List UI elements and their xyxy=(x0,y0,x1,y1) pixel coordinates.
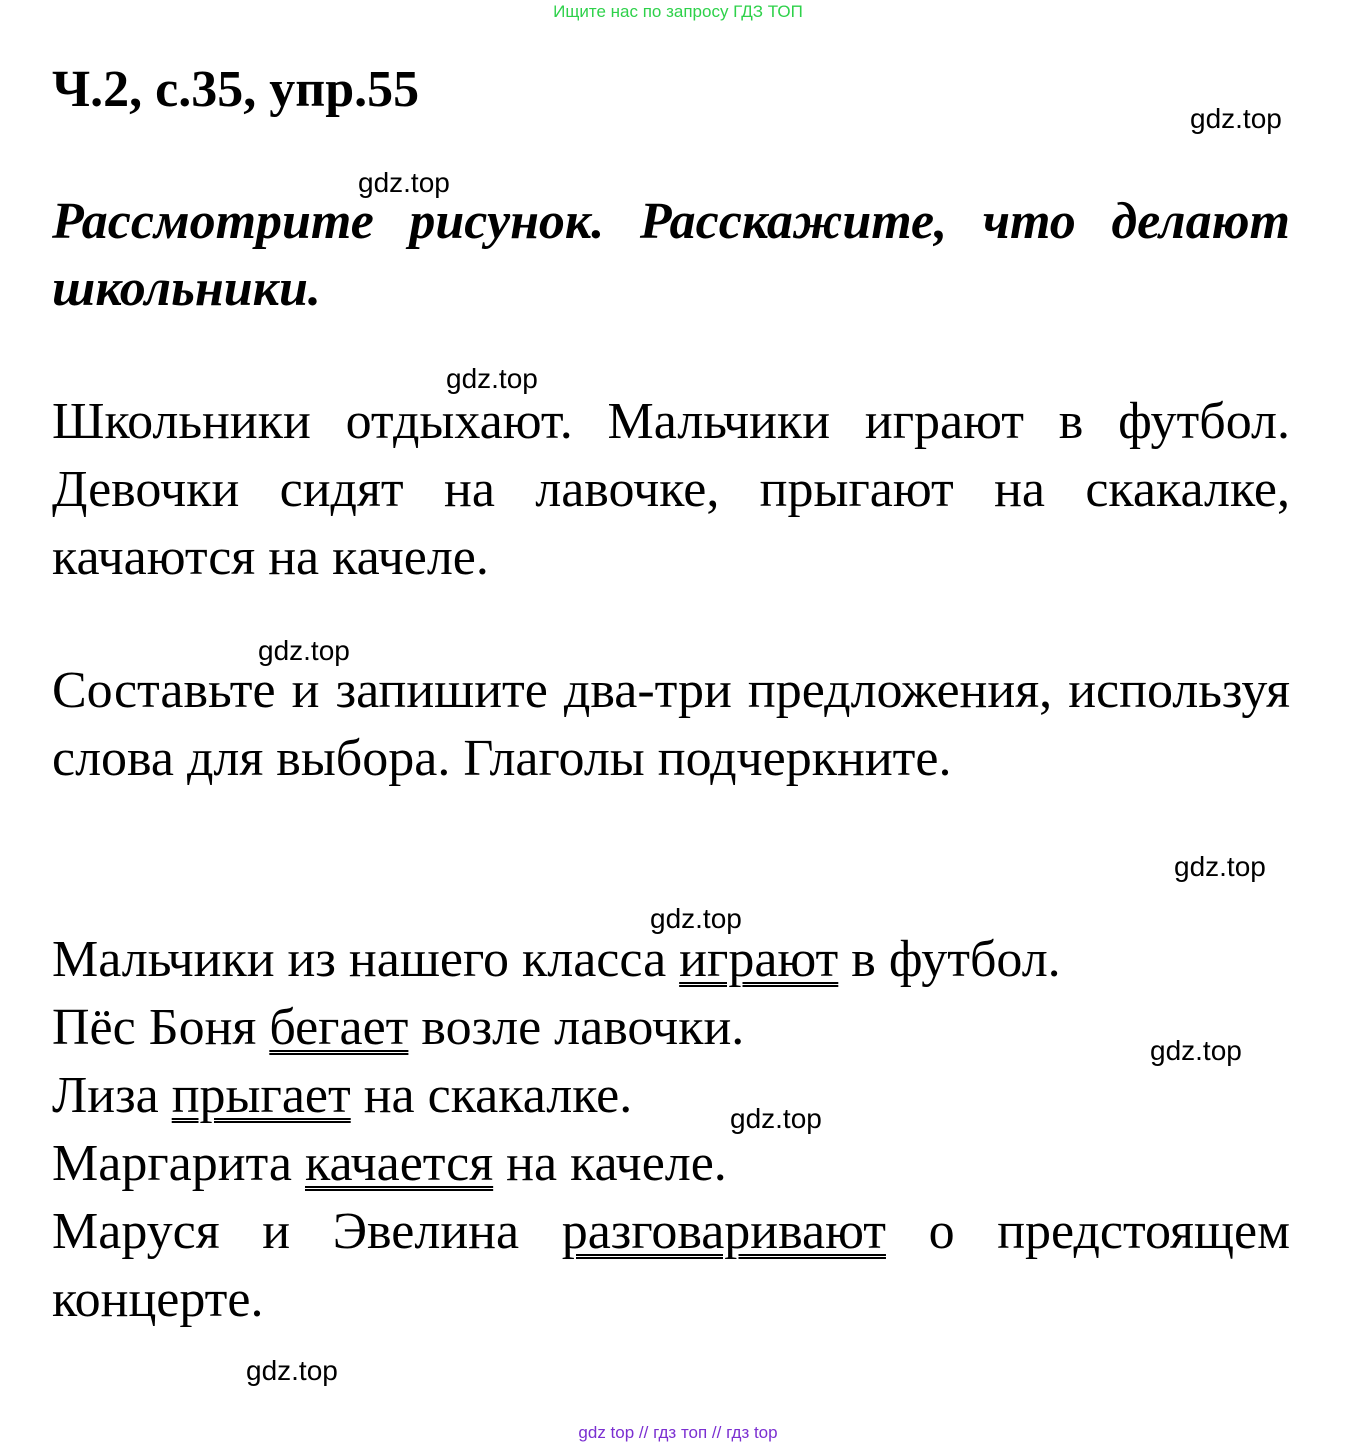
underlined-verb: разговаривают xyxy=(561,1203,886,1260)
sentence-text: Пёс Боня xyxy=(52,999,270,1056)
underlined-verb: прыгает xyxy=(171,1067,351,1124)
watermark: gdz.top xyxy=(246,1355,338,1386)
watermark: gdz.top xyxy=(1190,103,1282,134)
sentence-text: на скакалке. xyxy=(350,1067,633,1124)
sentence-5-continuation xyxy=(52,1266,263,1334)
sentence-3 xyxy=(52,1062,632,1130)
underlined-verb: играют xyxy=(679,931,839,988)
answer-paragraph-1: Школьники отдыхают. Мальчики играют в футбол. Девочки сидят на лавочке, прыгают на скакалке, качаются на качеле. xyxy=(52,393,1290,586)
footer-links[interactable]: gdz top // гдз топ // гдз top xyxy=(578,1423,778,1442)
sentence-text: Мальчики из нашего класса xyxy=(52,931,680,988)
task-instruction-2: Составьте и запишите два-три предложения, используя слова для выбора. Глаголы подчеркните. xyxy=(52,662,1290,787)
watermark: gdz.top xyxy=(1174,851,1266,882)
sentence-1 xyxy=(52,926,1061,994)
sentence-text: концерте. xyxy=(52,1271,264,1328)
sentence-5 xyxy=(52,1198,1290,1266)
sentence-text: Лиза xyxy=(52,1067,172,1124)
watermark: gdz.top xyxy=(258,635,350,666)
task-instruction-1: Рассмотрите рисунок. Расскажите, что делают школьники. xyxy=(52,193,1290,317)
sentence-text: на качеле. xyxy=(493,1135,727,1192)
sentence-2 xyxy=(52,994,744,1062)
watermark: gdz.top xyxy=(730,1103,822,1134)
underlined-verb: бегает xyxy=(269,999,409,1056)
top-banner[interactable]: Ищите нас по запросу ГДЗ ТОП xyxy=(553,2,803,21)
sentence-text: возле лавочки. xyxy=(408,999,745,1056)
underlined-verb: качается xyxy=(305,1135,494,1192)
page-title: Ч.2, с.35, упр.55 xyxy=(52,61,420,118)
sentence-text: в футбол. xyxy=(838,931,1061,988)
watermark: gdz.top xyxy=(358,167,450,198)
sentence-text: о предстоящем xyxy=(885,1203,1290,1260)
sentence-text: Маруся и Эвелина xyxy=(52,1203,562,1260)
watermark: gdz.top xyxy=(1150,1035,1242,1066)
watermark: gdz.top xyxy=(446,363,538,394)
sentence-text: Маргарита xyxy=(52,1135,305,1192)
sentence-4 xyxy=(52,1130,727,1198)
watermark: gdz.top xyxy=(650,903,742,934)
